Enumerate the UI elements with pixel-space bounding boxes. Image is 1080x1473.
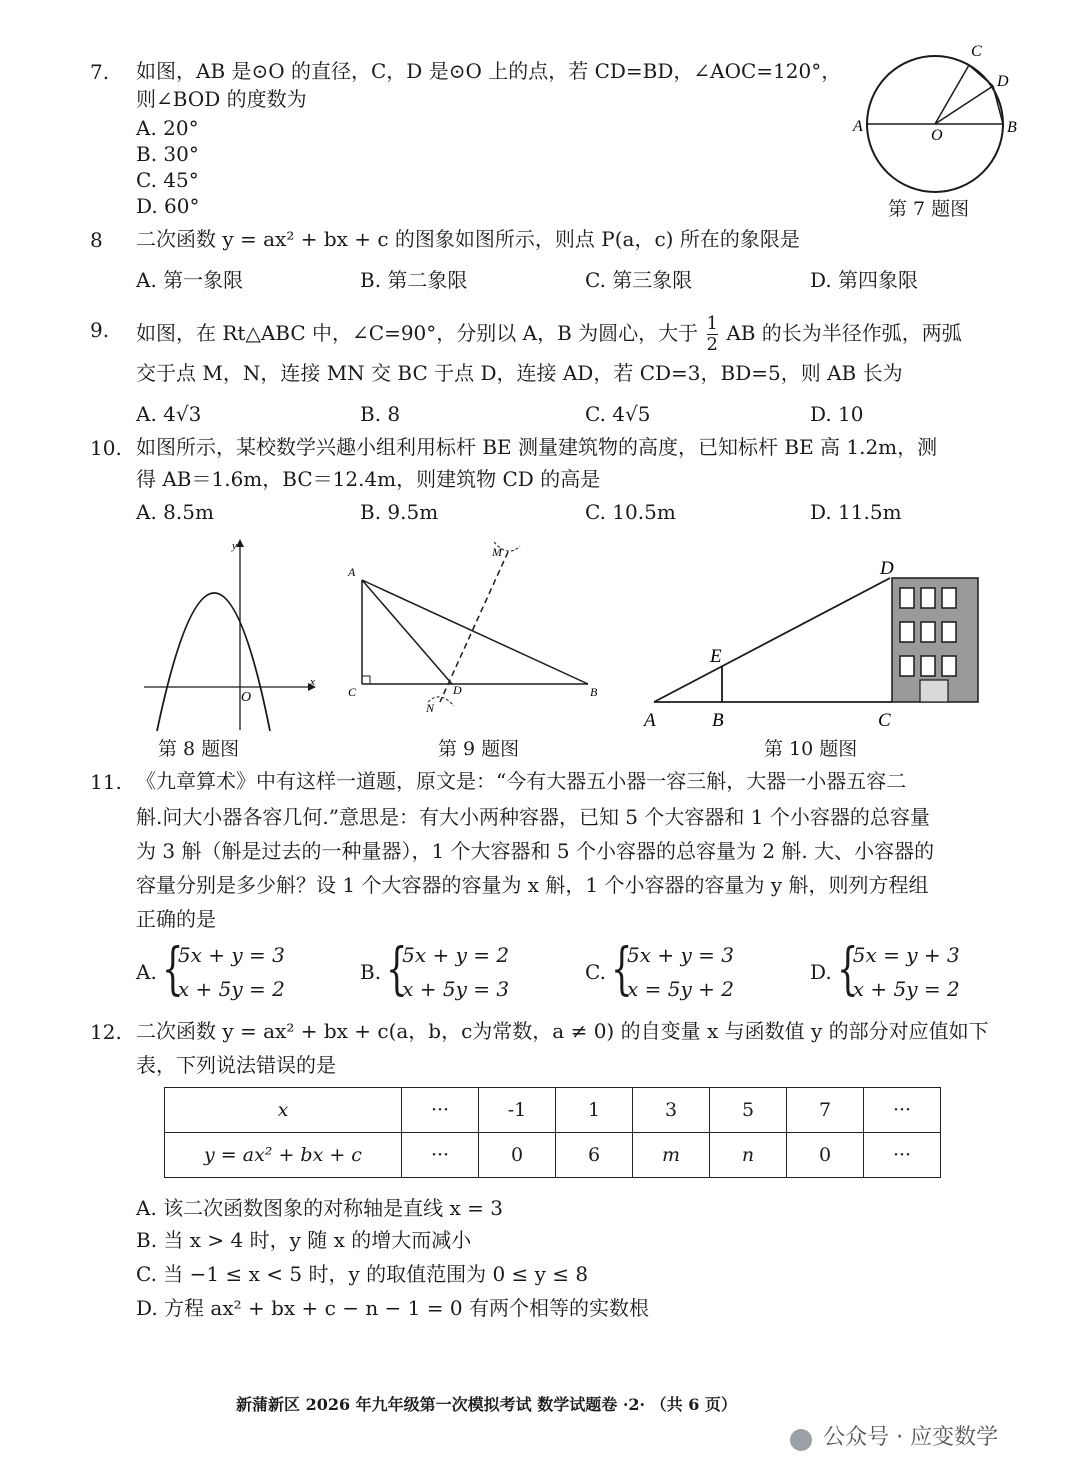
- equation-1: 5x = y + 3: [852, 943, 960, 967]
- q9-fraction-half: [707, 314, 718, 355]
- q10-option-c: C. 10.5m: [585, 500, 676, 524]
- segment-ad: [362, 580, 452, 684]
- fraction-denominator: 2: [706, 334, 718, 355]
- q11-option-b: [360, 938, 509, 1006]
- x-label: x: [310, 676, 315, 688]
- label-b: B: [1007, 119, 1017, 136]
- table-row-y: [165, 1133, 941, 1178]
- q12-value-table: [164, 1087, 941, 1178]
- table-cell: 0: [479, 1133, 556, 1178]
- option-label: B.: [360, 960, 382, 984]
- q9-option-a: A. 4√3: [136, 402, 202, 426]
- q11-option-d: [810, 938, 960, 1006]
- q7-option-a: A. 20°: [136, 116, 199, 140]
- equation-system: { 5x = y + 3 x + 5y = 2: [837, 938, 960, 1006]
- option-label: D.: [810, 960, 832, 984]
- q11-option-a: [136, 938, 285, 1006]
- q8-option-b: B. 第二象限: [360, 268, 468, 292]
- table-cell: 5: [710, 1088, 787, 1133]
- equation-2: x + 5y = 2: [177, 977, 285, 1001]
- q12-option-c: C. 当 −1 ≤ x < 5 时，y 的取值范围为 0 ≤ y ≤ 8: [136, 1262, 589, 1286]
- equation-system: { 5x + y = 2 x + 5y = 3: [386, 938, 509, 1006]
- label-c: C: [878, 710, 891, 731]
- equation-2: x + 5y = 2: [852, 977, 960, 1001]
- q9-option-c: C. 4√5: [585, 402, 651, 426]
- label-a: A: [348, 565, 356, 579]
- q7-number: 7.: [90, 60, 110, 84]
- option-label: A.: [136, 960, 157, 984]
- table-cell: 0: [787, 1133, 864, 1178]
- q9-stem-line1a: 如图，在 Rt△ABC 中，∠C=90°，分别以 A，B 为圆心，大于: [136, 321, 699, 345]
- q9-option-d: D. 10: [810, 402, 864, 426]
- q8-caption: 第 8 题图: [158, 738, 240, 760]
- page-footer: 新蒲新区 2026 年九年级第一次模拟考试 数学试题卷 ·2· （共 6 页）: [236, 1395, 737, 1414]
- equation-system: { 5x + y = 3 x = 5y + 2: [611, 938, 734, 1006]
- q8-stem: 二次函数 y = ax² + bx + c 的图象如图所示，则点 P(a，c) 所在的象限是: [136, 227, 800, 251]
- q7-option-d: D. 60°: [136, 194, 200, 218]
- q10-number: 10.: [90, 436, 122, 460]
- label-n: N: [426, 701, 435, 715]
- q12-option-b: B. 当 x > 4 时，y 随 x 的增大而减小: [136, 1228, 472, 1252]
- equation-2: x = 5y + 2: [627, 977, 735, 1001]
- q12-stem-line2: 表，下列说法错误的是: [136, 1053, 336, 1077]
- q7-option-b: B. 30°: [136, 142, 199, 166]
- label-d: D: [880, 558, 894, 579]
- y-label: y: [232, 540, 237, 552]
- option-label: C.: [585, 960, 606, 984]
- equation-1: 5x + y = 2: [402, 943, 510, 967]
- q11-line-5: 正确的是: [136, 907, 216, 931]
- table-cell: n: [710, 1133, 787, 1178]
- q9-stem-line1: [136, 314, 962, 355]
- label-b: B: [712, 710, 724, 731]
- q9-option-b: B. 8: [360, 402, 401, 426]
- origin-label: O: [241, 690, 252, 705]
- chord-cd: [969, 65, 993, 86]
- label-m: M: [492, 545, 502, 559]
- equation-1: 5x + y = 3: [177, 943, 285, 967]
- q11-line-3: 为 3 斛（斛是过去的一种量器），1 个大容器和 5 个小容器的总容量为 2 斛. 大、小容器的: [136, 839, 935, 863]
- table-cell: 6: [556, 1133, 633, 1178]
- label-d: D: [453, 683, 462, 697]
- fraction-numerator: 1: [706, 313, 718, 334]
- q7-stem-line2: 则∠BOD 的度数为: [136, 87, 307, 111]
- wechat-icon: [790, 1429, 812, 1451]
- q8-parabola-figure: [140, 535, 330, 735]
- building-windows: [900, 588, 956, 676]
- q11-option-c: [585, 938, 734, 1006]
- q9-stem-line1b: AB 的长为半径作弧，两弧: [726, 321, 962, 345]
- table-cell: ···: [864, 1088, 941, 1133]
- building-door: [920, 680, 948, 702]
- q9-number: 9.: [90, 318, 110, 342]
- table-cell: ···: [864, 1133, 941, 1178]
- q8-number: 8: [90, 228, 103, 252]
- label-d: D: [997, 73, 1009, 90]
- q11-number: 11.: [90, 770, 122, 794]
- q12-stem-line1: 二次函数 y = ax² + bx + c(a，b，c为常数，a ≠ 0) 的自变量 x 与函数值 y 的部分对应值如下: [136, 1019, 989, 1043]
- q12-option-a: A. 该二次函数图象的对称轴是直线 x = 3: [136, 1196, 503, 1220]
- table-cell: -1: [479, 1088, 556, 1133]
- equation-2: x + 5y = 3: [402, 977, 510, 1001]
- table-cell: x: [165, 1088, 402, 1133]
- q10-stem-line2: 得 AB＝1.6m，BC＝12.4m，则建筑物 CD 的高是: [136, 467, 601, 491]
- label-c: C: [971, 43, 982, 60]
- q10-option-a: A. 8.5m: [136, 500, 214, 524]
- q7-circle-figure: [845, 40, 1035, 210]
- parabola-curve: [157, 593, 270, 731]
- q12-option-d: D. 方程 ax² + bx + c − n − 1 = 0 有两个相等的实数根: [136, 1296, 649, 1320]
- sight-line-ad: [654, 578, 890, 702]
- q9-caption: 第 9 题图: [438, 738, 520, 760]
- table-cell: ···: [402, 1088, 479, 1133]
- label-b: B: [590, 685, 598, 699]
- y-axis-arrow: [236, 539, 244, 547]
- table-cell: 7: [787, 1088, 864, 1133]
- chord-db: [993, 86, 1003, 124]
- table-row-x: [165, 1088, 941, 1133]
- q8-option-a: A. 第一象限: [136, 268, 244, 292]
- segment-oc: [935, 65, 969, 124]
- right-angle-mark: [362, 676, 370, 684]
- q11-line-1: 《九章算术》中有这样一道题，原文是：“今有大器五小器一容三斛，大器一小器五容二: [136, 769, 907, 793]
- q10-stem-line1: 如图所示，某校数学兴趣小组利用标杆 BE 测量建筑物的高度，已知标杆 BE 高 1.2m，测: [136, 435, 938, 459]
- table-cell: ···: [402, 1133, 479, 1178]
- table-cell: y = ax² + bx + c: [165, 1133, 402, 1178]
- q11-line-2: 斛.问大小器各容几何.”意思是：有大小两种容器，已知 5 个大容器和 1 个小容器的总容量: [136, 805, 930, 829]
- segment-od: [935, 86, 993, 124]
- q11-line-4: 容量分别是多少斛？设 1 个大容器的容量为 x 斛，1 个小容器的容量为 y 斛，则列方程组: [136, 873, 929, 897]
- table-cell: 3: [633, 1088, 710, 1133]
- q7-stem-line1: 如图，AB 是⊙O 的直径，C，D 是⊙O 上的点，若 CD=BD，∠AOC=120°，: [136, 59, 842, 83]
- side-ab: [362, 580, 588, 684]
- watermark: [790, 1420, 998, 1451]
- equation-system: { 5x + y = 3 x + 5y = 2: [162, 938, 285, 1006]
- label-a: A: [644, 710, 656, 731]
- q10-building-figure: [640, 552, 990, 732]
- q8-option-d: D. 第四象限: [810, 268, 919, 292]
- q12-number: 12.: [90, 1020, 122, 1044]
- q7-option-c: C. 45°: [136, 168, 199, 192]
- label-a: A: [853, 118, 863, 135]
- watermark-text: 公众号 · 应变数学: [823, 1425, 999, 1450]
- label-e: E: [710, 646, 722, 667]
- label-c: C: [348, 685, 357, 699]
- q10-option-d: D. 11.5m: [810, 500, 902, 524]
- bisector-mn: [440, 552, 508, 702]
- q7-caption: 第 7 题图: [888, 198, 970, 220]
- q8-option-c: C. 第三象限: [585, 268, 693, 292]
- table-cell: 1: [556, 1088, 633, 1133]
- table-cell: m: [633, 1133, 710, 1178]
- q10-caption: 第 10 题图: [764, 738, 858, 760]
- q9-triangle-figure: [340, 532, 610, 732]
- q10-option-b: B. 9.5m: [360, 500, 439, 524]
- label-o: O: [931, 127, 943, 144]
- equation-1: 5x + y = 3: [627, 943, 735, 967]
- q9-stem-line2: 交于点 M，N，连接 MN 交 BC 于点 D，连接 AD，若 CD=3，BD=5，则 AB 长为: [136, 361, 903, 385]
